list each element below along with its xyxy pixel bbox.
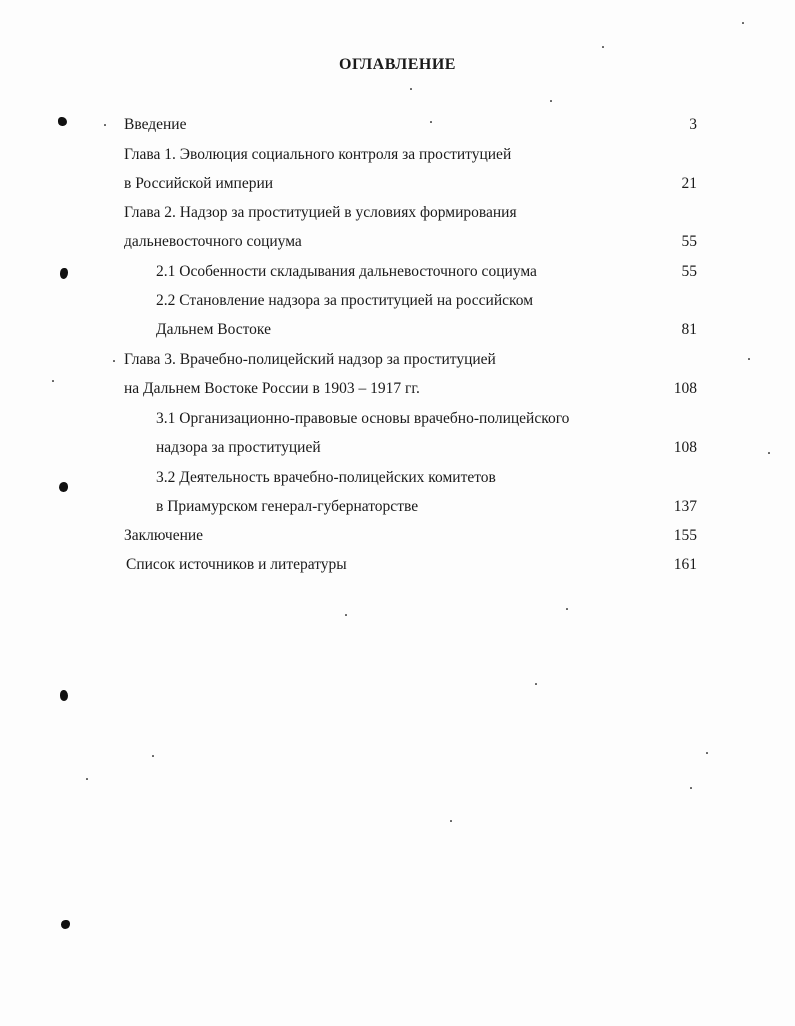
toc-entry-text-cont: Дальнем Востоке	[156, 321, 271, 338]
scan-speck	[566, 608, 568, 610]
hole-mark-3	[59, 482, 68, 492]
toc-entry-page: 3	[689, 116, 697, 133]
toc-entry-page: 55	[681, 233, 697, 250]
toc-entry-page: 108	[673, 439, 697, 456]
scan-speck	[550, 100, 552, 102]
toc-entry-text-cont: в Приамурском генерал-губернаторстве	[156, 498, 419, 515]
scan-speck	[602, 46, 604, 48]
toc-entry-text: 2.2 Становление надзора за проституцией на российском	[156, 292, 534, 309]
scan-speck	[430, 121, 432, 123]
scan-speck	[535, 683, 537, 685]
scan-speck	[104, 124, 106, 126]
scan-speck	[86, 778, 88, 780]
hole-mark-2	[60, 268, 68, 279]
scan-speck	[742, 22, 744, 24]
toc-entry-page: 108	[673, 380, 697, 397]
toc-entry-text: Глава 2. Надзор за проституцией в условиях формирования	[124, 204, 517, 221]
scan-speck	[52, 380, 54, 382]
page-title: ОГЛАВЛЕНИЕ	[339, 56, 456, 73]
scan-speck	[450, 820, 452, 822]
scan-speck	[706, 752, 708, 754]
scan-speck	[410, 88, 412, 90]
toc-entry-page: 161	[673, 556, 697, 573]
scan-speck	[152, 755, 154, 757]
scan-speck	[345, 614, 347, 616]
scan-speck	[113, 360, 115, 362]
toc-entry-text-cont: дальневосточного социума	[124, 233, 302, 250]
hole-mark-4	[60, 690, 68, 701]
toc-entry-text: 2.1 Особенности складывания дальневосточного социума	[156, 263, 537, 280]
scan-speck	[690, 787, 692, 789]
scan-speck	[748, 358, 750, 360]
toc-entry-text-cont: надзора за проституцией	[156, 439, 321, 456]
toc-entry-text: Список источников и литературы	[126, 556, 347, 573]
toc-entry-text: Заключение	[124, 527, 204, 544]
toc-entry-page: 137	[673, 498, 697, 515]
hole-mark-1	[58, 117, 67, 126]
toc-entry-text: Глава 3. Врачебно-полицейский надзор за проституцией	[124, 351, 496, 368]
toc-entry-page: 21	[681, 175, 697, 192]
toc-entry-page: 55	[681, 263, 697, 280]
toc-entry-text: Глава 1. Эволюция социального контроля за проституцией	[124, 146, 512, 163]
toc-entry-text-cont: в Российской империи	[124, 175, 274, 192]
toc-entry-text-cont: на Дальнем Востоке России в 1903 – 1917 гг.	[124, 380, 420, 397]
toc-entry-page: 155	[673, 527, 697, 544]
hole-mark-5	[61, 920, 70, 929]
toc-entry-text: Введение	[124, 116, 187, 133]
toc-entry-text: 3.2 Деятельность врачебно-полицейских комитетов	[156, 469, 496, 486]
scan-speck	[768, 452, 770, 454]
toc-entry-page: 81	[681, 321, 697, 338]
toc-entry-text: 3.1 Организационно-правовые основы врачебно-полицейского	[156, 410, 570, 427]
